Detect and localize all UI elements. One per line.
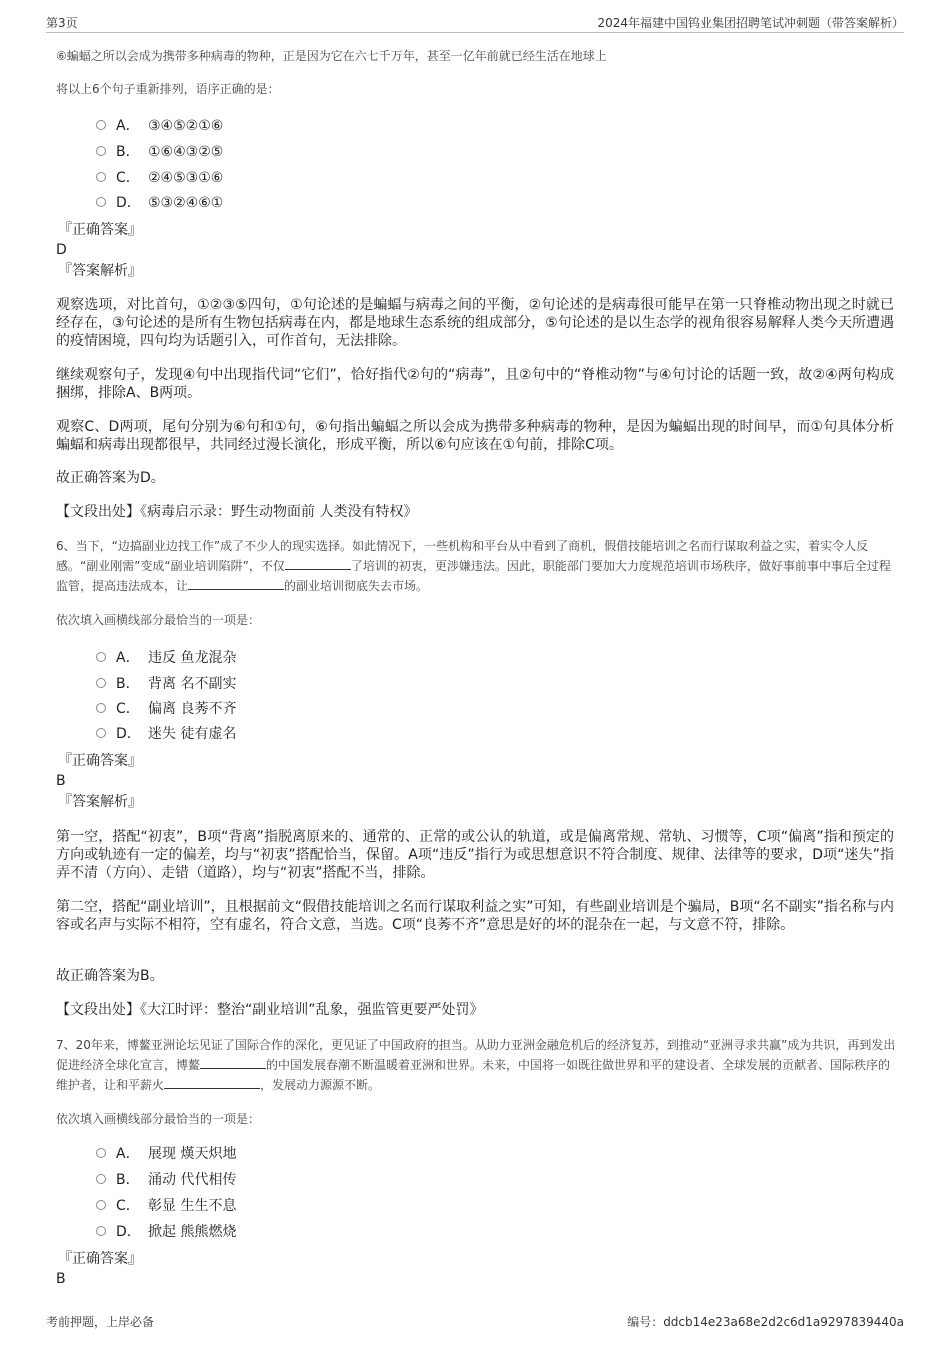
q5-option-d[interactable]: D． ⑤③②④⑥① <box>96 192 223 214</box>
q7-option-c[interactable]: C． 彰显 生生不息 <box>96 1195 236 1217</box>
q5-answer-label: 『正确答案』 <box>58 222 142 238</box>
q6-analysis-para: 第一空，搭配“初衷”，B项“背离”指脱离原来的、通常的、正常的或公认的轨道，或是偏离常规、常轨、习惯等，C项“偏离”指和预定的方向或轨迹有一定的偏差，均与“初衷”搭配恰当，保留。A项“违反”指行为或思想意识不符合制度、规律、法律等的要求，D项“迷失”指弄不清（方向）、走错（道路），均与“初衷”搭配不当，排除。 <box>56 829 894 881</box>
q5-analysis-para: 观察选项，对比首句，①②③⑤四句，①句论述的是蝙蝠与病毒之间的平衡，②句论述的是病毒很可能早在第一只脊椎动物出现之时就已经存在，③句论述的是所有生物包括病毒在内，都是地球生态系统的组成部分，⑤句论述的是以生态学的视角很容易解释人类今天所遭遇的疫情困境，四句均为话题引入，可作首句，无法排除。 <box>56 297 894 349</box>
q5-prompt: 将以上6个句子重新排列，语序正确的是： <box>56 82 280 96</box>
fill-blank <box>200 1056 266 1069</box>
radio-icon[interactable] <box>96 172 106 182</box>
q6-option-a[interactable]: A． 违反 鱼龙混杂 <box>96 647 236 669</box>
q6-analysis-conclusion: 故正确答案为B。 <box>56 968 164 984</box>
fill-blank <box>285 557 351 570</box>
radio-icon[interactable] <box>96 146 106 156</box>
q5-analysis-conclusion: 故正确答案为D。 <box>56 470 165 486</box>
radio-icon[interactable] <box>96 703 106 713</box>
radio-icon[interactable] <box>96 652 106 662</box>
radio-icon[interactable] <box>96 728 106 738</box>
document-id: 编号：ddcb14e23a68e2d2c6d1a9297839440a <box>627 1315 904 1329</box>
q6-option-d[interactable]: D． 迷失 徒有虚名 <box>96 723 236 745</box>
q5-sentence-6: ⑥蝙蝠之所以会成为携带多种病毒的物种，正是因为它在六七千万年，甚至一亿年前就已经生活在地球上 <box>56 49 607 63</box>
radio-icon[interactable] <box>96 1226 106 1236</box>
q6-analysis-label: 『答案解析』 <box>58 794 142 810</box>
q7-prompt: 依次填入画横线部分最恰当的一项是： <box>56 1112 261 1126</box>
q5-option-b[interactable]: B． ①⑥④③②⑤ <box>96 141 223 163</box>
q6-source: 【文段出处】《大江时评：整治“副业培训”乱象，强监管更要严处罚》 <box>56 1002 484 1018</box>
q7-option-a[interactable]: A． 展现 熯天炽地 <box>96 1143 236 1165</box>
footer-slogan: 考前押题，上岸必备 <box>46 1315 155 1329</box>
q5-analysis-label: 『答案解析』 <box>58 263 142 279</box>
document-title: 2024年福建中国钨业集团招聘笔试冲刺题（带答案解析） <box>597 16 904 30</box>
radio-icon[interactable] <box>96 1148 106 1158</box>
q7-answer: B <box>56 1271 66 1287</box>
page-footer <box>46 1313 904 1331</box>
q7-option-d[interactable]: D． 掀起 熊熊燃烧 <box>96 1221 236 1243</box>
q6-answer: B <box>56 773 66 789</box>
fill-blank <box>188 577 284 590</box>
radio-icon[interactable] <box>96 1174 106 1184</box>
q6-option-c[interactable]: C． 偏离 良莠不齐 <box>96 698 236 720</box>
q5-analysis-para: 继续观察句子，发现④句中出现指代词“它们”，恰好指代②句的“病毒”，且②句中的“脊椎动物”与④句讨论的话题一致，故②④两句构成捆绑，排除A、B两项。 <box>56 367 894 401</box>
radio-icon[interactable] <box>96 120 106 130</box>
q7-answer-label: 『正确答案』 <box>58 1251 142 1267</box>
q6-answer-label: 『正确答案』 <box>58 753 142 769</box>
q5-analysis-para: 观察C、D两项，尾句分别为⑥句和①句，⑥句指出蝙蝠之所以会成为携带多种病毒的物种，是因为蝙蝠出现的时间早，而①句具体分析蝙蝠和病毒出现都很早，共同经过漫长演化，形成平衡，所以⑥句应该在①句前，排除C项。 <box>56 419 894 453</box>
q5-answer: D <box>56 242 67 258</box>
radio-icon[interactable] <box>96 1200 106 1210</box>
q6-analysis-para: 第二空，搭配“副业培训”，且根据前文“假借技能培训之名而行谋取利益之实”可知，有些副业培训是个骗局，B项“名不副实”指名称与内容或名声与实际不相符，空有虚名，符合文意，当选。C项“良莠不齐”意思是好的坏的混杂在一起，与文意不符，排除。 <box>56 899 894 933</box>
q5-option-c[interactable]: C． ②④⑤③①⑥ <box>96 167 223 189</box>
radio-icon[interactable] <box>96 678 106 688</box>
fill-blank <box>164 1076 260 1089</box>
q6-stem: 6、当下，“边搞副业边找工作”成了不少人的现实选择。如此情况下，一些机构和平台从中看到了商机，假借技能培训之名而行谋取利益之实，着实令人反感。“副业刚需”变成“副业培训陷阱”，不仅 了培训的初衷，更涉嫌违法。因此，职能部门要加大力度规范培训市场秩序，做好事前事中事后全过程监管，提高违法成本，让 的副业培训彻底失去市场。 <box>56 539 891 593</box>
page-number: 第3页 <box>46 16 78 30</box>
q6-option-b[interactable]: B． 背离 名不副实 <box>96 673 236 695</box>
q6-prompt: 依次填入画横线部分最恰当的一项是： <box>56 613 261 627</box>
q7-option-b[interactable]: B． 涌动 代代相传 <box>96 1169 236 1191</box>
q5-option-a[interactable]: A． ③④⑤②①⑥ <box>96 115 223 137</box>
page-header <box>46 14 904 33</box>
q7-stem: 7、20年来，博鳌亚洲论坛见证了国际合作的深化，更见证了中国政府的担当。从助力亚洲金融危机后的经济复苏，到推动“亚洲寻求共赢”成为共识，再到发出促进经济全球化宣言，博鳌 的中国发展春潮不断温暖着亚洲和世界。未来，中国将一如既往做世界和平的建设者、全球发展的贡献者、国际秩序的维护者，让和平薪火 ，发展动力源源不断。 <box>56 1038 896 1092</box>
radio-icon[interactable] <box>96 197 106 207</box>
q5-source: 【文段出处】《病毒启示录：野生动物面前 人类没有特权》 <box>56 504 418 520</box>
